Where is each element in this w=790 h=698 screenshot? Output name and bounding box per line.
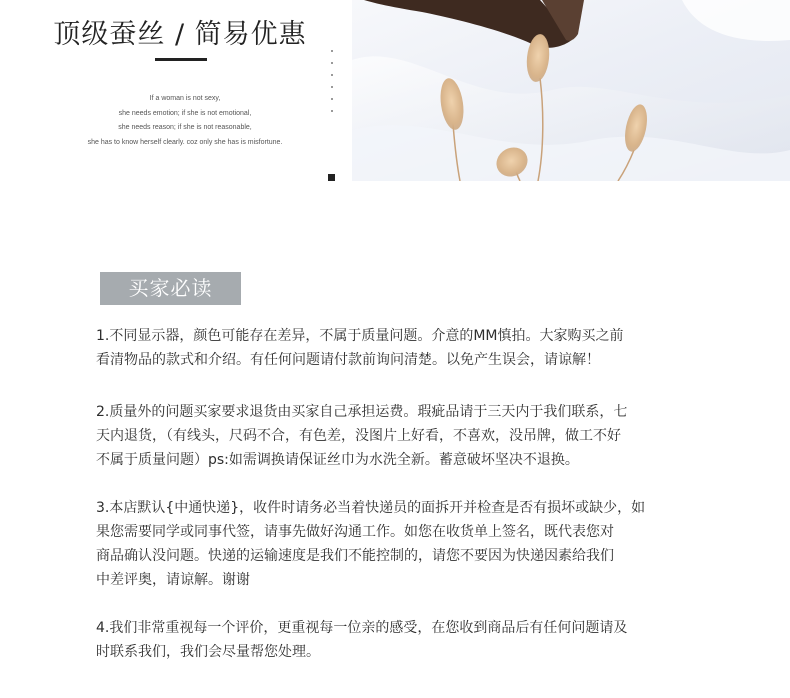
notice-item-1 (96, 324, 736, 372)
notice-line: 中差评奥，请谅解。谢谢 (96, 572, 250, 588)
notice-line: 商品确认没问题。快递的运输速度是我们不能控制的，请您不要因为快递因素给我们 (96, 548, 614, 564)
quote-line: she needs emotion; if she is not emotional, (118, 109, 252, 117)
vertical-dot-divider (331, 50, 333, 122)
title-underline (155, 58, 207, 61)
notice-item-4 (96, 616, 736, 664)
notice-line: 2.质量外的问题买家要求退货由买家自己承担运费。瑕疵品请于三天内于我们联系，七 (96, 404, 628, 420)
square-marker (328, 174, 335, 181)
notice-line: 看清物品的款式和介绍。有任何问题请付款前询问清楚。以免产生误会，请谅解！ (96, 352, 600, 368)
notice-line: 4.我们非常重视每一个评价，更重视每一位亲的感受，在您收到商品后有任何问题请及 (96, 620, 628, 636)
notice-item-2 (96, 400, 736, 472)
page-title: 顶级蚕丝 / 简易优惠 (53, 19, 307, 50)
notice-line: 不属于质量问题）ps:如需调换请保证丝巾为水洗全新。蓄意破坏坚决不退换。 (96, 452, 579, 468)
quote-line: she needs reason; if she is not reasonable, (118, 124, 252, 131)
notice-line: 1.不同显示器，颜色可能存在差异，不属于质量问题。介意的MM慎拍。大家购买之前 (96, 328, 624, 344)
notice-line: 果您需要同学或同事代签，请事先做好沟通工作。如您在收货单上签名，既代表您对 (96, 524, 614, 540)
notice-item-3 (96, 496, 736, 592)
notice-line: 天内退货，（有线头，尺码不合，有色差，没图片上好看，不喜欢，没吊牌，做工不好 (96, 428, 621, 444)
notice-line: 3.本店默认{中通快递}，收件时请务必当着快递员的面拆开并检查是否有损坏或缺少，如 (96, 500, 646, 516)
hero-photo (352, 0, 790, 181)
quote-line: she has to know herself clearly. coz only she has is misfortune. (87, 138, 283, 146)
buyer-notice-label: 买家必读 (100, 272, 241, 305)
silk-scarf-photo-icon (352, 0, 790, 181)
english-quote (40, 92, 330, 150)
quote-line: If a woman is not sexy, (149, 95, 221, 102)
notice-line: 时联系我们，我们会尽量帮您处理。 (96, 644, 320, 660)
